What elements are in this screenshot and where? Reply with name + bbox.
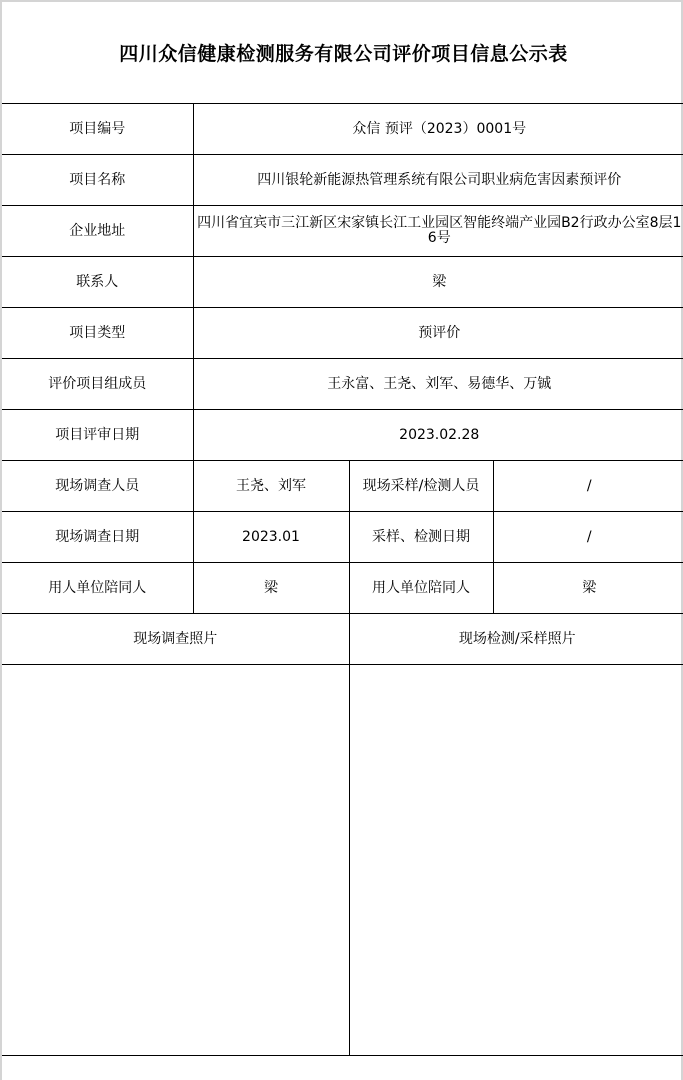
row-project-name [2, 155, 683, 206]
row-accompanying-person [2, 563, 683, 614]
row-contact-person [2, 257, 683, 308]
survey-photos-area [2, 665, 349, 1056]
row-photo-headers [2, 614, 683, 665]
survey-date-value: 2023.01 [193, 512, 349, 563]
sampling-photos-header: 现场检测/采样照片 [349, 614, 683, 665]
survey-date-label: 现场调查日期 [2, 512, 193, 563]
project-name-label: 项目名称 [2, 155, 193, 206]
row-team-members [2, 359, 683, 410]
team-members-label: 评价项目组成员 [2, 359, 193, 410]
contact-person-value: 梁 [193, 257, 683, 308]
survey-photos-header: 现场调查照片 [2, 614, 349, 665]
sampling-staff-label: 现场采样/检测人员 [349, 461, 493, 512]
sampling-staff-value: / [493, 461, 683, 512]
review-date-label: 项目评审日期 [2, 410, 193, 461]
row-project-number [2, 104, 683, 155]
sampling-photos-area [349, 665, 683, 1056]
accompanying-person-value-2: 梁 [493, 563, 683, 614]
row-company-address [2, 206, 683, 257]
accompanying-person-label: 用人单位陪同人 [2, 563, 193, 614]
row-survey-staff [2, 461, 683, 512]
sampling-date-label: 采样、检测日期 [349, 512, 493, 563]
accompanying-person-value: 梁 [193, 563, 349, 614]
project-type-value: 预评价 [193, 308, 683, 359]
info-table [2, 103, 683, 1056]
page-title: 四川众信健康检测服务有限公司评价项目信息公示表 [119, 43, 568, 65]
team-members-value: 王永富、王尧、刘军、易德华、万铖 [193, 359, 683, 410]
row-survey-date [2, 512, 683, 563]
company-address-label: 企业地址 [2, 206, 193, 257]
contact-person-label: 联系人 [2, 257, 193, 308]
project-number-label: 项目编号 [2, 104, 193, 155]
sampling-date-value: / [493, 512, 683, 563]
company-address-value: 四川省宜宾市三江新区宋家镇长江工业园区智能终端产业园B2行政办公室8层16号 [193, 206, 683, 257]
survey-staff-value: 王尧、刘军 [193, 461, 349, 512]
survey-staff-label: 现场调查人员 [2, 461, 193, 512]
row-project-type [2, 308, 683, 359]
row-photo-area [2, 665, 683, 1056]
row-review-date [2, 410, 683, 461]
project-type-label: 项目类型 [2, 308, 193, 359]
project-name-value: 四川银轮新能源热管理系统有限公司职业病危害因素预评价 [193, 155, 683, 206]
review-date-value: 2023.02.28 [193, 410, 683, 461]
accompanying-person-label-2: 用人单位陪同人 [349, 563, 493, 614]
project-number-value: 众信 预评（2023）0001号 [193, 104, 683, 155]
